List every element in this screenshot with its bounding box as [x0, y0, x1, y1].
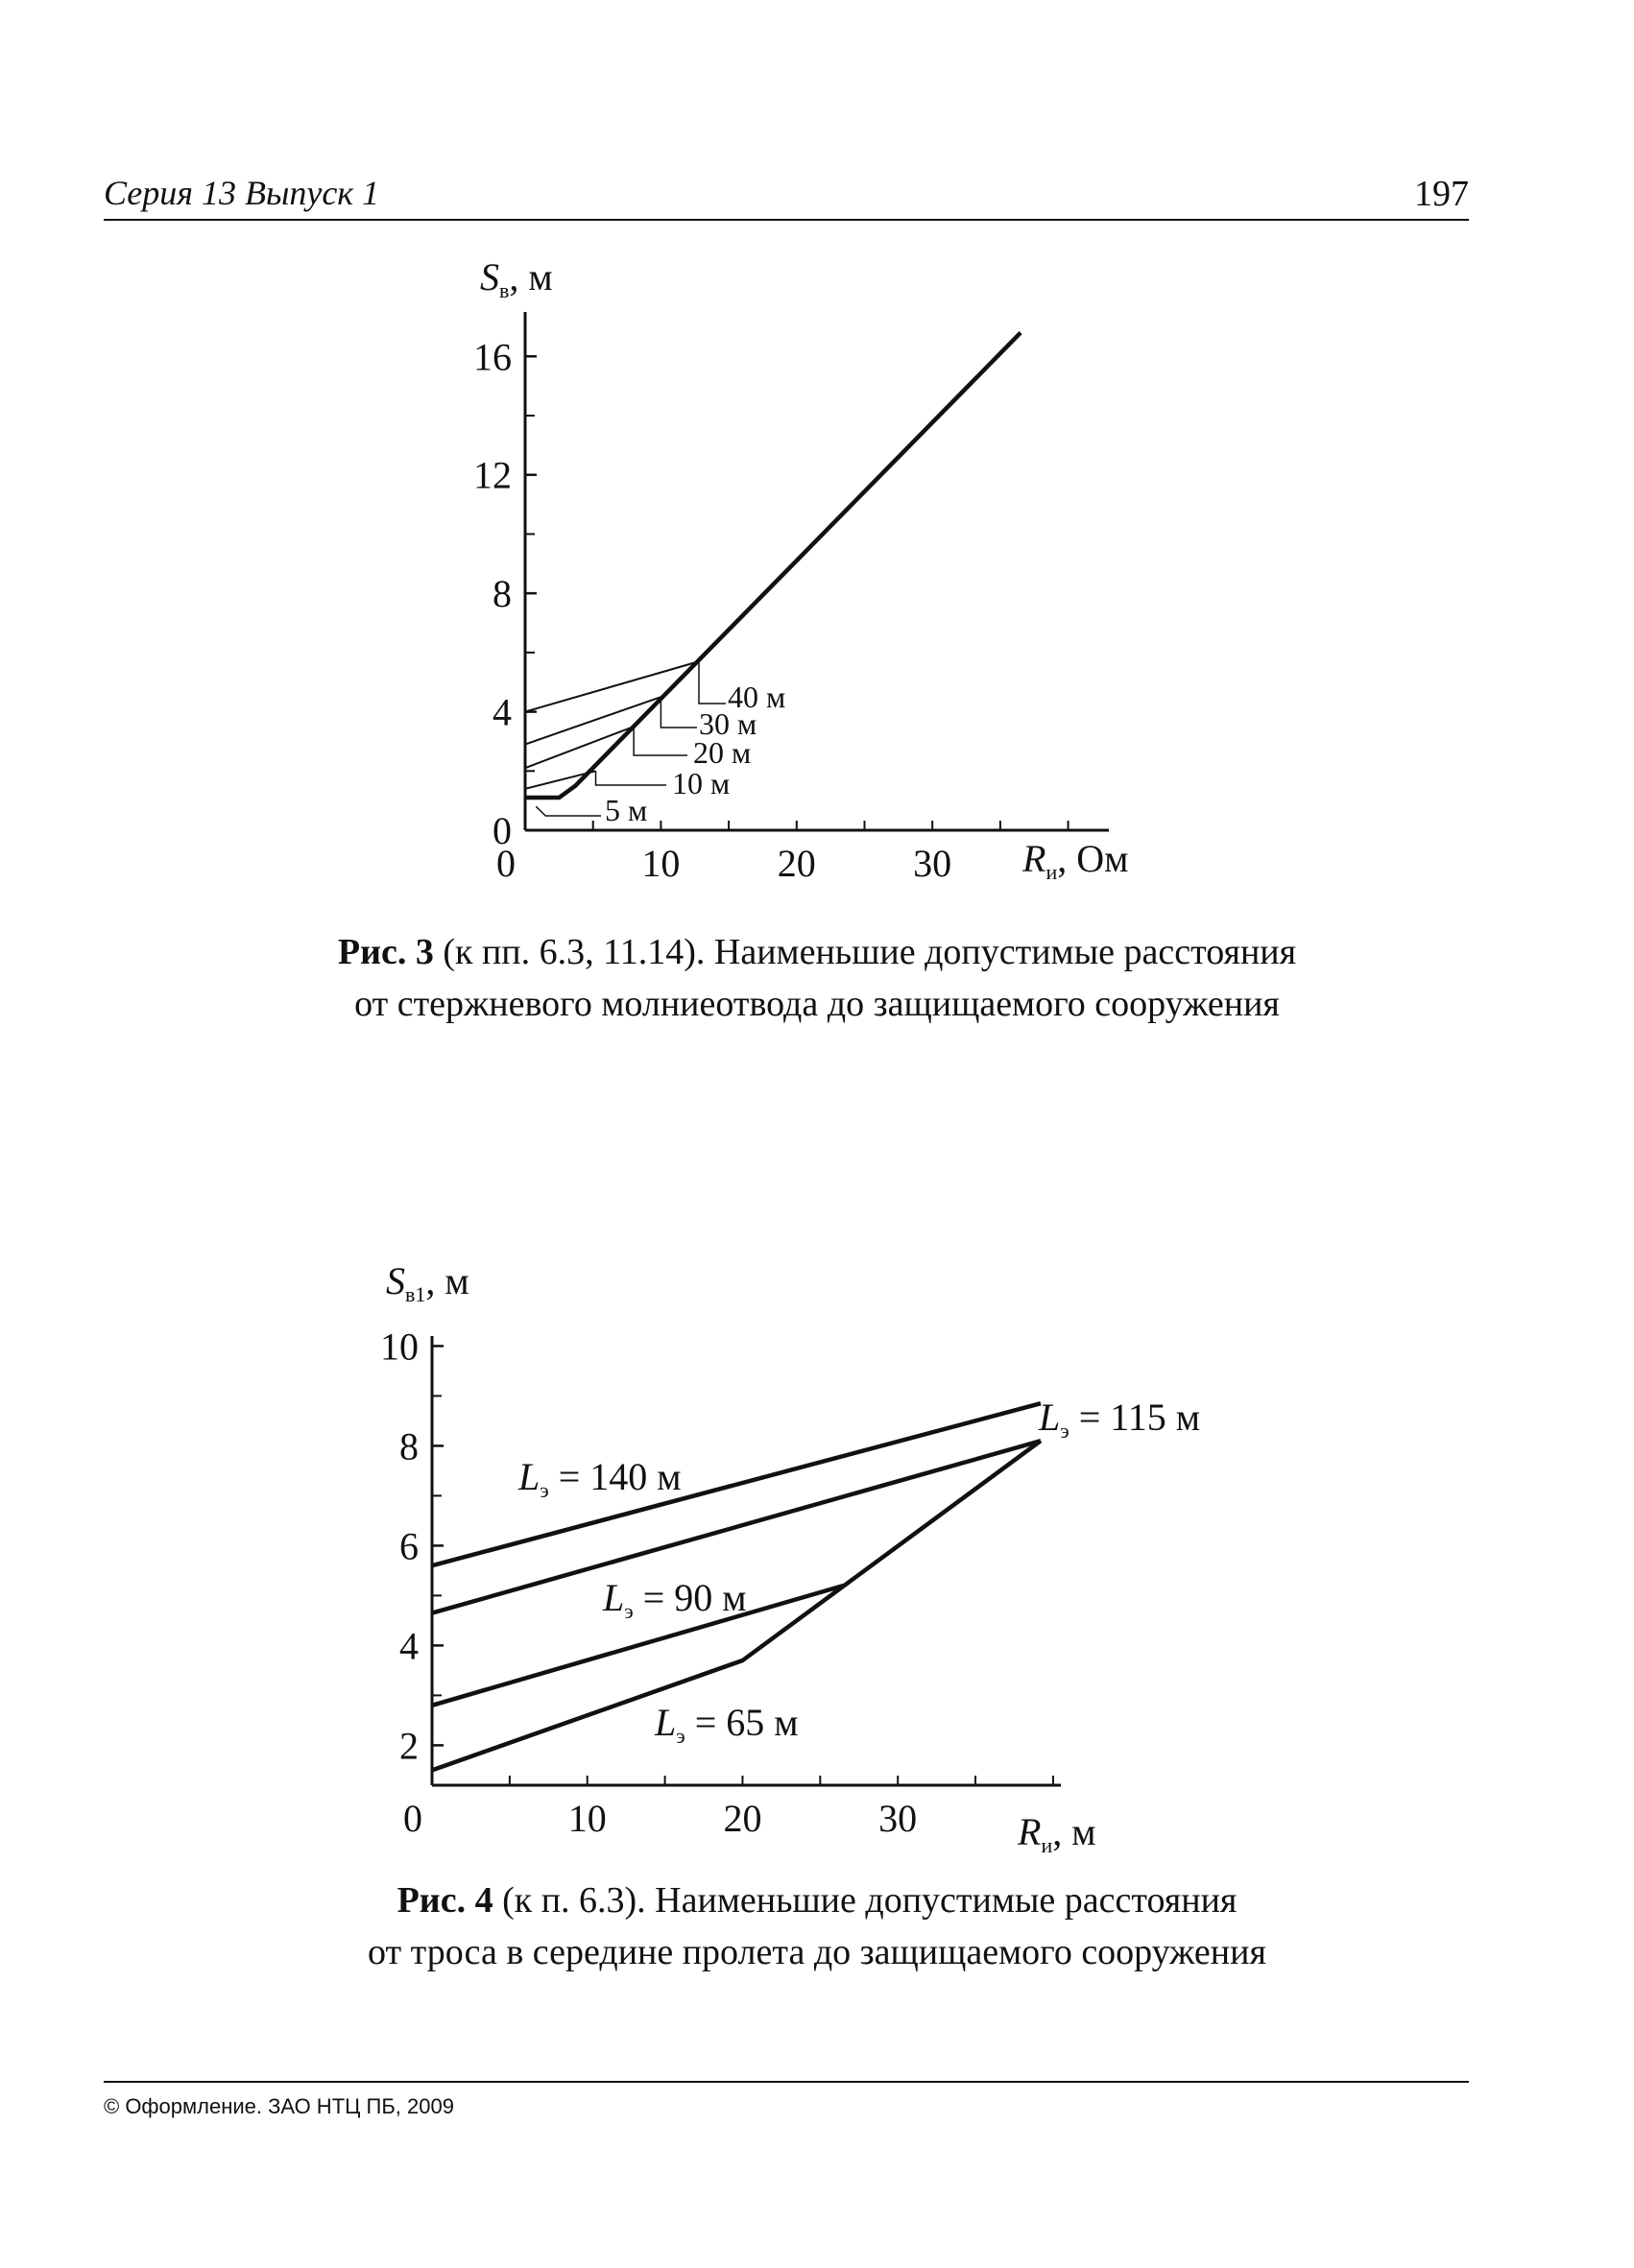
- fig4-x-tick-label: 20: [723, 1797, 762, 1840]
- fig4-series-label: $L_э = 140$ м: [518, 1455, 682, 1502]
- page-header: [104, 171, 1469, 221]
- fig3-x-tick-label: 30: [913, 842, 952, 885]
- fig3-series-label: 20 м: [693, 735, 752, 770]
- fig4-y-tick-label: 10: [380, 1325, 419, 1369]
- fig4-series-label: $L_э = 115$ м: [1039, 1396, 1201, 1443]
- fig4-series-label: $L_э = 90$ м: [603, 1576, 747, 1623]
- fig3-labels: [536, 661, 785, 827]
- fig3-x-axis-label: $R_и$, Ом: [1022, 837, 1129, 884]
- fig3-caption-line2: от стержневого молниеотвода до защищаемого сооружения: [354, 984, 1280, 1024]
- footer-copyright: © Оформление. ЗАО НТЦ ПБ, 2009: [104, 2094, 454, 2118]
- fig4-caption-label: Рис. 4: [396, 1880, 493, 1921]
- fig3-y-tick-label: 4: [493, 690, 512, 734]
- fig3-x-tick-label: 20: [777, 842, 816, 885]
- fig3-leader-line: [596, 771, 666, 785]
- fig4-x-tick-label: 0: [403, 1797, 422, 1840]
- fig3-leader-line: [699, 661, 726, 704]
- fig3-x-tick-label: 10: [641, 842, 681, 885]
- fig4-x-tick-label: 10: [567, 1797, 607, 1840]
- figure-4-chart: [0, 1248, 1634, 1862]
- fig3-leader-line: [536, 806, 601, 816]
- fig3-y-tick-label: 8: [493, 572, 512, 616]
- figure-4-caption: [0, 1874, 1634, 1978]
- fig3-series-line: [525, 771, 596, 789]
- series-title: Серия 13 Выпуск 1: [104, 174, 380, 212]
- fig4-y-tick-label: 8: [399, 1424, 419, 1468]
- footer-rule: [104, 2081, 1469, 2083]
- fig3-y-tick-label: 16: [473, 335, 512, 379]
- fig3-series-line: [525, 333, 1021, 798]
- fig3-leader-line: [661, 697, 697, 728]
- fig4-x-tick-label: 30: [878, 1797, 918, 1840]
- fig3-lines: [525, 333, 1021, 798]
- fig3-series-line: [525, 727, 634, 768]
- fig3-y-tick-label: 12: [473, 453, 512, 497]
- fig3-caption-line1: (к пп. 6.3, 11.14). Наименьшие допустимые расстояния: [443, 932, 1297, 972]
- page-number: 197: [1414, 174, 1469, 214]
- fig3-x-tick-label: 0: [496, 842, 516, 885]
- fig4-y-tick-label: 6: [399, 1524, 419, 1568]
- fig3-y-axis-label: $S_в$, м: [480, 255, 553, 302]
- fig3-series-label: 5 м: [605, 793, 648, 827]
- fig3-axes: [473, 312, 1109, 885]
- fig3-caption-label: Рис. 3: [337, 932, 434, 972]
- fig4-y-tick-label: 2: [399, 1724, 419, 1768]
- fig3-y-tick-label: 0: [493, 809, 512, 852]
- fig4-series-label: $L_э = 65$ м: [655, 1701, 799, 1748]
- figure-3-chart: [0, 240, 1634, 893]
- fig4-labels: [517, 1396, 1200, 1748]
- fig3-series-label: 30 м: [699, 706, 757, 741]
- fig4-caption-line2: от троса в середине пролета до защищаемого сооружения: [368, 1932, 1266, 1972]
- fig4-x-axis-label: $R_и$, м: [1018, 1810, 1096, 1857]
- fig4-caption-line1: (к п. 6.3). Наименьшие допустимые расстояния: [502, 1880, 1238, 1921]
- figure-3-caption: [0, 926, 1634, 1030]
- fig3-series-label: 10 м: [672, 766, 731, 800]
- fig4-y-axis-label: $S_{в1}$, м: [386, 1259, 469, 1306]
- fig3-leader-line: [634, 727, 687, 755]
- fig4-y-tick-label: 4: [399, 1624, 419, 1668]
- fig3-series-label: 40 м: [728, 680, 786, 714]
